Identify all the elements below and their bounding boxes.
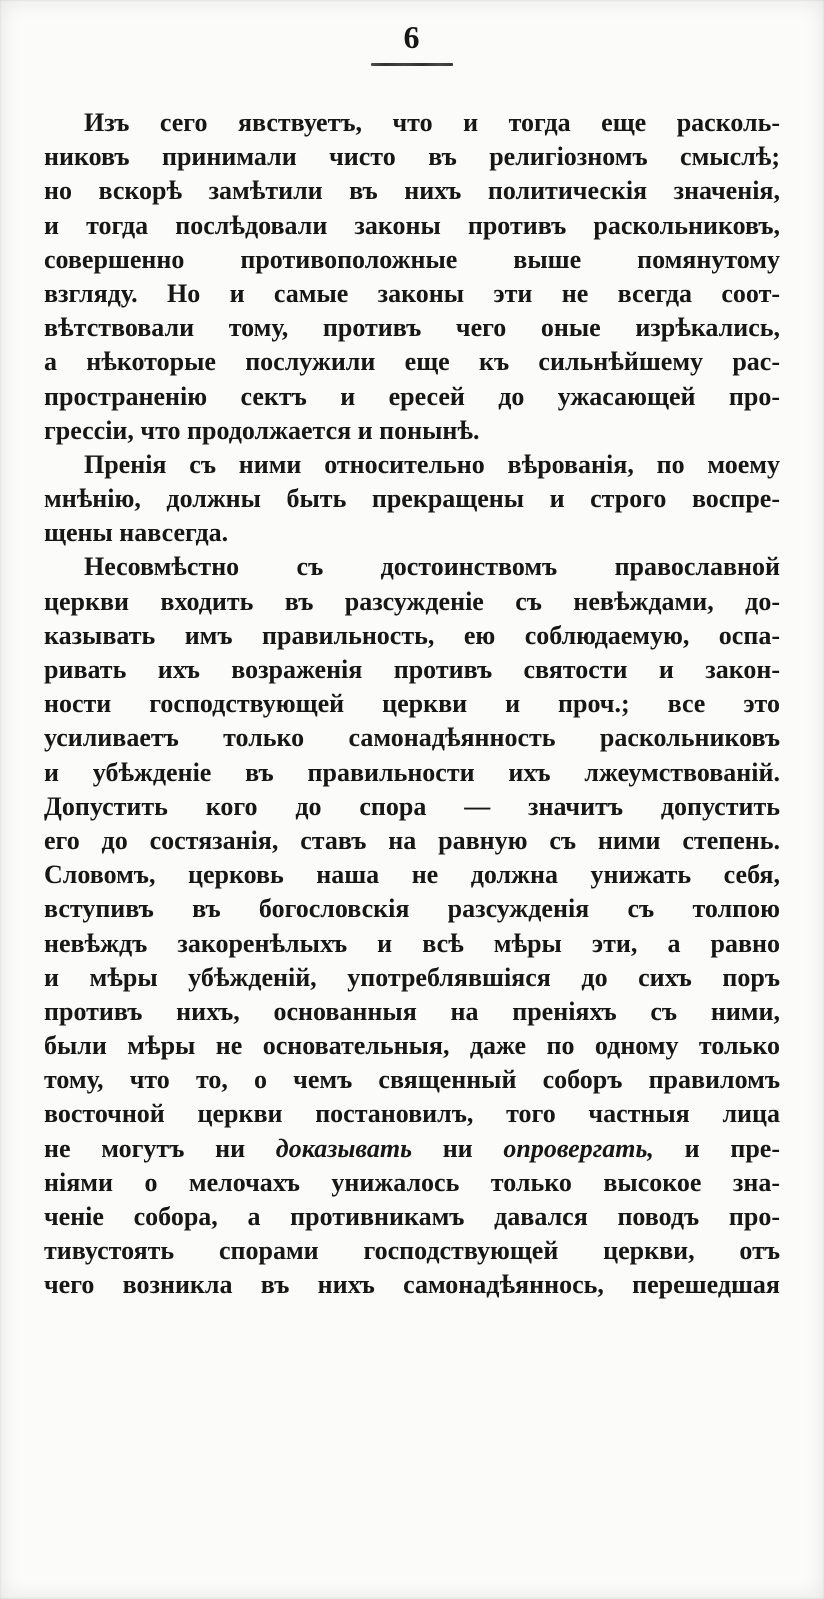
text-segment: чего возникла въ нихъ самонадѣяннось, перешедшая [44, 1270, 780, 1300]
text-line [44, 345, 780, 379]
text-segment: мнѣнію, должны быть прекращены и строго воспре- [44, 484, 780, 514]
text-line [44, 927, 780, 961]
text-segment: щены навсегда. [44, 518, 229, 548]
text-line [44, 414, 780, 448]
text-segment: тому, что то, о чемъ священный соборъ правиломъ [44, 1065, 780, 1095]
text-line [44, 516, 780, 550]
page-number: 6 [403, 19, 421, 55]
text-line [44, 995, 780, 1029]
text-line [44, 687, 780, 721]
text-segment: церкви входить въ разсужденіе съ невѣждами, до- [44, 586, 780, 616]
text-segment: Словомъ, церковь наша не должна унижать себя, [44, 860, 780, 890]
text-segment: а нѣкоторые послужили еще къ сильнѣйшему рас- [44, 347, 780, 377]
text-line [44, 721, 780, 755]
page-header [0, 20, 824, 66]
text-segment: усиливаетъ только самонадѣянность раскольниковъ [44, 723, 780, 753]
text-segment: Допустить кого до спора — значитъ допустить [44, 791, 780, 821]
text-line [44, 790, 780, 824]
text-segment: противъ нихъ, основанныя на преніяхъ съ ними, [44, 996, 780, 1026]
text-segment: ривать ихъ возраженія противъ святости и закон- [44, 655, 780, 684]
text-line [44, 311, 780, 345]
text-line [44, 858, 780, 892]
text-line [44, 448, 780, 482]
text-segment: совершенно противоположные выше помянутому [44, 244, 780, 274]
text-line [44, 209, 780, 243]
text-line [44, 1166, 780, 1200]
text-segment: ченіе собора, а противникамъ давался поводъ про- [44, 1202, 780, 1231]
text-segment: и пре- [653, 1133, 780, 1163]
text-segment: Пренія съ ними относительно вѣрованія, по моему [84, 449, 780, 479]
text-line [44, 653, 780, 687]
text-segment: Несовмѣстно съ достоинствомъ православной [84, 552, 780, 582]
text-line [44, 824, 780, 858]
italic-text: доказывать [275, 1133, 412, 1163]
text-segment: пространенію сектъ и ересей до ужасающей про- [44, 381, 780, 411]
text-segment: были мѣры не основательныя, даже по одному только [44, 1031, 780, 1061]
header-rule [371, 63, 453, 66]
text-line [44, 106, 780, 140]
text-segment: никовъ принимали чисто въ религіозномъ смыслѣ; [44, 142, 780, 172]
text-line [44, 1234, 780, 1268]
text-segment: и убѣжденіе въ правильности ихъ лжеумствованій. [44, 757, 780, 787]
text-segment: грессіи, что продолжается и понынѣ. [44, 415, 480, 445]
text-segment: и мѣры убѣжденій, употреблявшіяся до сихъ поръ [44, 962, 780, 992]
text-segment: но вскорѣ замѣтили въ нихъ политическія значенія, [44, 176, 780, 206]
text-line [44, 550, 780, 584]
text-segment: восточной церкви постановилъ, того частныя лица [44, 1099, 780, 1129]
text-line [44, 892, 780, 926]
text-segment: взгляду. Но и самые законы эти не всегда соот- [44, 278, 780, 308]
text-line [44, 1268, 780, 1302]
text-segment: его до состязанія, ставъ на равную съ ними степень. [44, 825, 780, 855]
text-line [44, 1063, 780, 1097]
text-line [44, 277, 780, 311]
text-segment: ни [411, 1133, 504, 1163]
text-block [44, 106, 780, 1303]
text-segment: ніями о мелочахъ унижалось только высокое зна- [44, 1167, 780, 1197]
text-segment: не могутъ ни [44, 1133, 276, 1163]
text-line [44, 1200, 780, 1234]
text-segment: ности господствующей церкви и проч.; все это [44, 689, 780, 719]
text-line [44, 174, 780, 208]
text-segment: и тогда послѣдовали законы противъ раскольниковъ, [44, 210, 780, 240]
text-segment: тивустоять спорами господствующей церкви, отъ [44, 1236, 780, 1266]
text-segment: Изъ сего явствуетъ, что и тогда еще расколь- [84, 108, 780, 137]
italic-text: опровергать, [503, 1133, 654, 1163]
text-line [44, 961, 780, 995]
text-line [44, 619, 780, 653]
text-line [44, 243, 780, 277]
text-segment: казывать имъ правильность, ею соблюдаемую, оспа- [44, 620, 780, 650]
text-line [44, 140, 780, 174]
text-segment: невѣждъ закоренѣлыхъ и всѣ мѣры эти, а равно [44, 928, 780, 958]
text-line [44, 585, 780, 619]
text-line [44, 380, 780, 414]
text-line [44, 756, 780, 790]
text-line [44, 1029, 780, 1063]
text-line [44, 1097, 780, 1131]
text-line [44, 1132, 780, 1166]
text-segment: вѣтствовали тому, противъ чего оные изрѣкались, [44, 313, 780, 343]
text-segment: вступивъ въ богословскія разсужденія съ толпою [44, 894, 780, 924]
text-line [44, 482, 780, 516]
